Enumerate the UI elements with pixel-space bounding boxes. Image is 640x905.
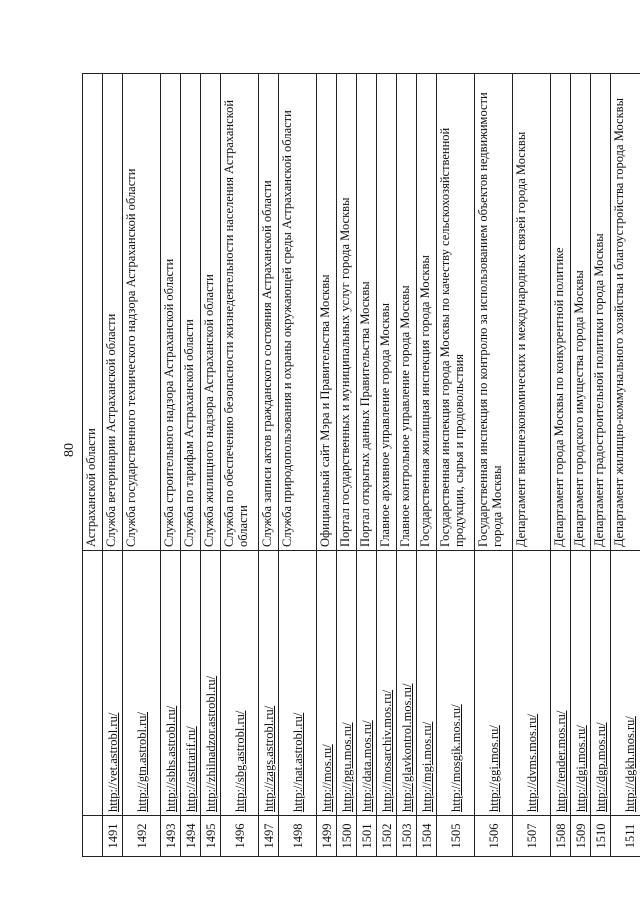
- cell-name: Департамент города Москвы по конкурентной политике: [551, 74, 571, 551]
- cell-num: 1506: [475, 816, 513, 857]
- table-row: [357, 74, 377, 857]
- cell-name: Портал открытых данных Правительства Москвы: [357, 74, 377, 551]
- cell-num: 1511: [611, 816, 640, 857]
- page-number: 80: [62, 443, 77, 457]
- cell-url: [161, 551, 181, 816]
- cell-num: 1503: [397, 816, 417, 857]
- cell-name: Служба жилищного надзора Астраханской области: [201, 74, 221, 551]
- cell-num: 1492: [123, 816, 161, 857]
- cell-url: [475, 551, 513, 816]
- table-row: [103, 74, 123, 857]
- cell-url: [437, 551, 475, 816]
- cell-name: Служба записи актов гражданского состояния Астраханской области: [259, 74, 279, 551]
- cell-name: Департамент градостроительной политики города Москвы: [591, 74, 611, 551]
- url-link[interactable]: http://dgkh.mos.ru/: [622, 716, 637, 812]
- table-row: [437, 74, 475, 857]
- cell-num: 1510: [591, 816, 611, 857]
- cell-name: Департамент внешнеэкономических и международных связей города Москвы: [513, 74, 551, 551]
- table-row: [397, 74, 417, 857]
- url-link[interactable]: http://gtn.astrobl.ru/: [134, 712, 149, 812]
- url-link[interactable]: http://nat.astrobl.ru/: [290, 712, 305, 812]
- cell-url: [337, 551, 357, 816]
- table-row: [611, 74, 640, 857]
- url-link[interactable]: http://dgp.mos.ru/: [593, 722, 608, 812]
- cell-num: 1494: [181, 816, 201, 857]
- table-row: [221, 74, 259, 857]
- table-row: [201, 74, 221, 857]
- cell-url: [279, 551, 317, 816]
- registry-table-body: [83, 74, 640, 857]
- table-row: [377, 74, 397, 857]
- table-row: [513, 74, 551, 857]
- cell-name: Служба по обеспечению безопасности жизнедеятельности населения Астраханской области: [221, 74, 259, 551]
- cell-url: [201, 551, 221, 816]
- cell-name: Департамент городского имущества города Москвы: [571, 74, 591, 551]
- url-link[interactable]: http://mosarchiv.mos.ru/: [379, 689, 394, 812]
- cell-url: [571, 551, 591, 816]
- url-link[interactable]: http://dgi.mos.ru/: [573, 725, 588, 812]
- url-link[interactable]: http://mosgik.mos.ru/: [448, 704, 463, 812]
- cell-url: [357, 551, 377, 816]
- cell-num: 1498: [279, 816, 317, 857]
- cell-num: 1501: [357, 816, 377, 857]
- cell-url: [181, 551, 201, 816]
- url-link[interactable]: http://astrtarif.ru/: [183, 726, 198, 812]
- cell-url: [103, 551, 123, 816]
- cell-num: 1500: [337, 816, 357, 857]
- table-row: [123, 74, 161, 857]
- registry-table-wrapper: [82, 75, 637, 857]
- table-row: [279, 74, 317, 857]
- url-link[interactable]: http://sbg.astrobl.ru/: [232, 710, 247, 812]
- cell-url: [377, 551, 397, 816]
- cell-name: Главное контрольное управление города Москвы: [397, 74, 417, 551]
- cell-url: [551, 551, 571, 816]
- cell-url: [591, 551, 611, 816]
- table-row: [591, 74, 611, 857]
- cell-name: Официальный сайт Мэра и Правительства Москвы: [317, 74, 337, 551]
- cell-num: 1491: [103, 816, 123, 857]
- url-link[interactable]: http://dvms.mos.ru/: [524, 714, 539, 812]
- table-row-continuation: [83, 74, 103, 857]
- cell-name: Портал государственных и муниципальных услуг города Москвы: [337, 74, 357, 551]
- cell-name: Астраханской области: [83, 74, 103, 551]
- url-link[interactable]: http://tender.mos.ru/: [553, 710, 568, 812]
- table-row: [317, 74, 337, 857]
- table-row: [417, 74, 437, 857]
- cell-url: [397, 551, 417, 816]
- url-link[interactable]: http://pgu.mos.ru/: [339, 722, 354, 812]
- cell-url: [317, 551, 337, 816]
- cell-name: Департамент жилищно-коммунального хозяйства и благоустройства города Москвы: [611, 74, 640, 551]
- cell-url: [259, 551, 279, 816]
- cell-num: 1495: [201, 816, 221, 857]
- table-row: [259, 74, 279, 857]
- cell-num: 1493: [161, 816, 181, 857]
- registry-table: [82, 73, 640, 857]
- url-link[interactable]: http://zhilnadzor.astrobl.ru/: [203, 675, 218, 812]
- url-link[interactable]: http://mos.ru/: [319, 744, 334, 812]
- cell-num: 1497: [259, 816, 279, 857]
- url-link[interactable]: http://mgi.mos.ru/: [419, 721, 434, 812]
- cell-name: Главное архивное управление города Москвы: [377, 74, 397, 551]
- url-link[interactable]: http://data.mos.ru/: [359, 720, 374, 812]
- cell-num: [83, 816, 103, 857]
- cell-name: Государственная инспекция по контролю за использованием объектов недвижимости города Москвы: [475, 74, 513, 551]
- table-row: [571, 74, 591, 857]
- cell-num: 1499: [317, 816, 337, 857]
- cell-url: [417, 551, 437, 816]
- table-row: [337, 74, 357, 857]
- cell-num: 1504: [417, 816, 437, 857]
- url-link[interactable]: http://sbhs.astrobl.ru/: [163, 705, 178, 812]
- cell-name: Служба природопользования и охраны окружающей среды Астраханской области: [279, 74, 317, 551]
- table-row: [161, 74, 181, 857]
- cell-name: Служба по тарифам Астраханской области: [181, 74, 201, 551]
- url-link[interactable]: http://glavkontrol.mos.ru/: [399, 683, 414, 812]
- cell-url: [123, 551, 161, 816]
- cell-url: [221, 551, 259, 816]
- cell-name: Служба строительного надзора Астраханской области: [161, 74, 181, 551]
- url-link[interactable]: http://ggi.mos.ru/: [486, 725, 501, 812]
- cell-name: Государственная жилищная инспекция города Москвы: [417, 74, 437, 551]
- table-row: [181, 74, 201, 857]
- cell-name: Служба ветеринарии Астраханской области: [103, 74, 123, 551]
- cell-url: [83, 551, 103, 816]
- url-link[interactable]: http://vet.astrobl.ru/: [105, 712, 120, 812]
- cell-num: 1509: [571, 816, 591, 857]
- cell-name: Служба государственного технического надзора Астраханской области: [123, 74, 161, 551]
- table-row: [475, 74, 513, 857]
- table-row: [551, 74, 571, 857]
- cell-name: Государственная инспекция города Москвы по качеству сельскохозяйственной продукции, сырья и продовольствия: [437, 74, 475, 551]
- url-link[interactable]: http://zags.astrobl.ru/: [261, 705, 276, 812]
- cell-url: [513, 551, 551, 816]
- cell-num: 1502: [377, 816, 397, 857]
- cell-num: 1508: [551, 816, 571, 857]
- cell-url: [611, 551, 640, 816]
- cell-num: 1505: [437, 816, 475, 857]
- cell-num: 1496: [221, 816, 259, 857]
- cell-num: 1507: [513, 816, 551, 857]
